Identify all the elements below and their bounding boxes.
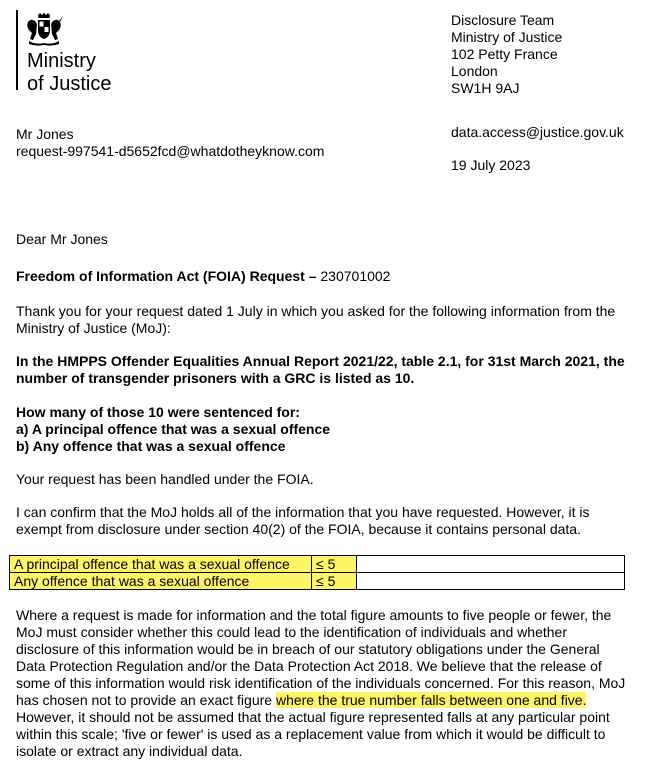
organisation-line-1: Ministry: [27, 50, 96, 72]
address-line: SW1H 9AJ: [451, 80, 520, 96]
table-cell-empty: [357, 573, 625, 590]
address-line: Disclosure Team: [451, 12, 555, 28]
question-line: How many of those 10 were sentenced for:: [16, 404, 300, 420]
intro-paragraph: Thank you for your request dated 1 July in which you asked for the following information from the Ministry of Justice (MoJ):: [16, 303, 616, 336]
letter-date: 19 July 2023: [451, 157, 531, 173]
address-line: 102 Petty France: [451, 46, 558, 62]
request-quote: In the HMPPS Offender Equalities Annual Report 2021/22, table 2.1, for 31st March 2021, the number of transgender prisoners with a GRC is listed as 10.: [16, 353, 625, 386]
subject-label: Freedom of Information Act (FOIA) Request –: [16, 268, 317, 284]
address-line: London: [451, 63, 498, 79]
disclosure-table: [9, 555, 625, 590]
address-line: Ministry of Justice: [451, 29, 563, 45]
table-cell-value: ≤ 5: [312, 556, 357, 573]
table-cell-value: ≤ 5: [312, 573, 357, 590]
recipient-email: request-997541-d5652fcd@whatdotheyknow.com: [16, 143, 325, 159]
confirmation-paragraph: I can confirm that the MoJ holds all of the information that you have requested. However, it is exempt from disclosure under section 40(2) of the FOIA, because it contains personal data.: [16, 504, 590, 537]
explanation-text: Where a request is made for information and the total figure amounts to five people or fewer, the MoJ must consider whether this could lead to the identification of individuals and whether disclosure of this information would be in breach of our statutory obligations under the General Data Protection Regulation and/or the Data Protection Act 2018. We believe that the release of some of this information would risk identification of the individuals concerned. For this reason, MoJ has chosen not to provide an exact figure: [16, 607, 626, 708]
request-questions: [16, 404, 628, 455]
recipient-block: [16, 126, 324, 160]
table-cell-label: Any offence that was a sexual offence: [10, 573, 312, 590]
table-row: [10, 573, 625, 590]
coat-of-arms-icon: [24, 12, 64, 46]
subject-reference: 230701002: [320, 268, 391, 284]
organisation-name: [27, 50, 111, 96]
question-line: a) A principal offence that was a sexual offence: [16, 421, 331, 437]
table-cell-label: A principal offence that was a sexual offence: [10, 556, 312, 573]
table-cell-empty: [357, 556, 625, 573]
salutation: Dear Mr Jones: [16, 231, 108, 247]
recipient-name: Mr Jones: [16, 126, 74, 142]
highlighted-text: where the true number falls between one and five.: [275, 692, 587, 708]
explanation-text-continued: However, it should not be assumed that the actual figure represented falls at any particular point within this scale; 'five or fewer' is used as a replacement value from which it would be difficult to isolate or extract any individual data.: [16, 709, 610, 759]
table-row: [10, 556, 625, 573]
letterhead-rule: [16, 10, 18, 90]
question-line: b) Any offence that was a sexual offence: [16, 438, 286, 454]
sender-email: data.access@justice.gov.uk: [451, 124, 624, 140]
sender-address: [451, 12, 562, 97]
explanation-paragraph: [16, 607, 628, 760]
handled-statement: Your request has been handled under the FOIA.: [16, 471, 314, 487]
subject-line: [16, 268, 628, 285]
organisation-line-2: of Justice: [27, 73, 112, 95]
